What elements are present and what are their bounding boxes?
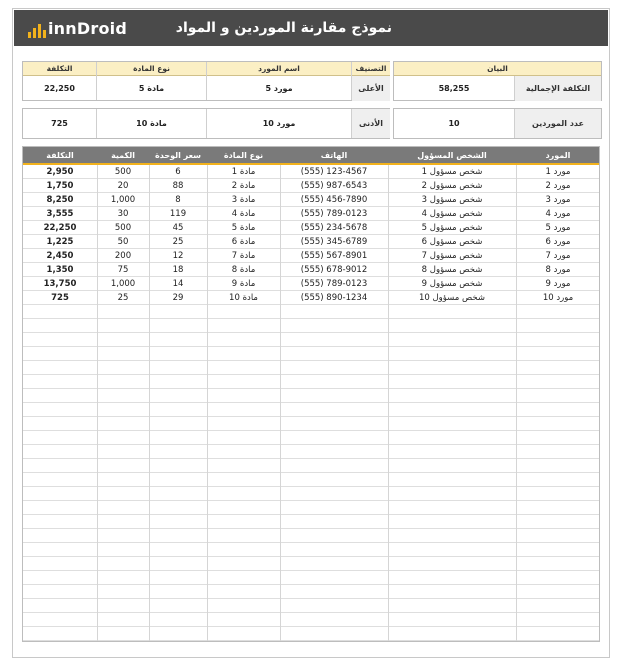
th-cost[interactable]: التكلفة (46, 150, 74, 160)
cell-supplier[interactable]: مورد 6 (545, 237, 571, 247)
table-row (23, 165, 599, 179)
cell-material[interactable]: مادة 8 (231, 265, 256, 275)
cell-material[interactable]: مادة 5 (231, 223, 256, 233)
cell-material[interactable]: مادة 7 (231, 251, 256, 261)
cell-supplier[interactable]: مورد 3 (545, 195, 571, 205)
table-row (23, 193, 599, 207)
supplier-count-box (393, 108, 602, 139)
cell-quantity[interactable]: 200 (114, 251, 132, 261)
cell-phone[interactable]: (555) 678-9012 (300, 265, 368, 275)
highest-material: مادة 5 (138, 84, 165, 93)
table-row (23, 277, 599, 291)
cell-contact[interactable]: شخص مسؤول 8 (421, 265, 483, 275)
summary-header-cost: التكلفة (23, 62, 96, 76)
summary-header-category: التصنيف (352, 62, 390, 76)
cell-unit-price[interactable]: 29 (172, 293, 184, 303)
cell-supplier[interactable]: مورد 9 (545, 279, 571, 289)
page-title: نموذج مقارنة الموردين و المواد (175, 20, 392, 36)
cell-contact[interactable]: شخص مسؤول 9 (421, 279, 483, 289)
stats-box (393, 61, 602, 101)
summary-header-material: نوع المادة (97, 62, 206, 76)
cell-quantity[interactable]: 20 (117, 181, 129, 191)
suppliers-table (22, 146, 600, 642)
cell-cost[interactable]: 22,250 (43, 223, 77, 233)
total-cost-label: التكلفة الإجمالية (515, 76, 601, 101)
cell-cost[interactable]: 8,250 (46, 195, 74, 205)
cell-contact[interactable]: شخص مسؤول 3 (421, 195, 483, 205)
supplier-count-value: 10 (448, 119, 460, 128)
cell-cost[interactable]: 1,225 (46, 237, 74, 247)
highest-supplier: مورد 5 (265, 84, 293, 93)
cell-phone[interactable]: (555) 567-8901 (300, 251, 368, 261)
brand-logo (28, 18, 127, 38)
lowest-label: الأدنى (352, 109, 390, 138)
cell-material[interactable]: مادة 3 (231, 195, 256, 205)
summary-box (22, 61, 390, 101)
cell-material[interactable]: مادة 2 (231, 181, 256, 191)
summary-header-supplier: اسم المورد (207, 62, 351, 76)
header-bar (14, 10, 608, 46)
cell-phone[interactable]: (555) 789-0123 (300, 279, 368, 289)
table-header (23, 147, 599, 165)
cell-supplier[interactable]: مورد 1 (545, 167, 571, 177)
logo-suffix: Droid (76, 19, 127, 38)
cell-material[interactable]: مادة 9 (231, 279, 256, 289)
cell-phone[interactable]: (555) 234-5678 (300, 223, 368, 233)
th-quantity[interactable]: الكمية (111, 150, 135, 160)
cell-cost[interactable]: 1,350 (46, 265, 74, 275)
cell-quantity[interactable]: 50 (117, 237, 129, 247)
cell-material[interactable]: مادة 4 (231, 209, 256, 219)
lowest-cost: 725 (51, 119, 68, 128)
cell-cost[interactable]: 2,450 (46, 251, 74, 261)
lowest-box (22, 108, 390, 139)
table-row (23, 249, 599, 263)
cell-unit-price[interactable]: 12 (172, 251, 184, 261)
cell-unit-price[interactable]: 8 (175, 195, 181, 205)
cell-supplier[interactable]: مورد 2 (545, 181, 571, 191)
th-supplier[interactable]: المورد (545, 150, 571, 160)
cell-phone[interactable]: (555) 123-4567 (300, 167, 368, 177)
cell-cost[interactable]: 1,750 (46, 181, 74, 191)
cell-quantity[interactable]: 1,000 (110, 279, 136, 289)
cell-phone[interactable]: (555) 987-6543 (300, 181, 368, 191)
cell-material[interactable]: مادة 6 (231, 237, 256, 247)
cell-supplier[interactable]: مورد 7 (545, 251, 571, 261)
cell-quantity[interactable]: 500 (114, 167, 132, 177)
stats-header: البيان (394, 62, 601, 76)
cell-material[interactable]: مادة 1 (231, 167, 256, 177)
cell-quantity[interactable]: 25 (117, 293, 129, 303)
cell-unit-price[interactable]: 25 (172, 237, 184, 247)
highest-label: الأعلى (352, 76, 390, 101)
cell-cost[interactable]: 3,555 (46, 209, 74, 219)
cell-contact[interactable]: شخص مسؤول 7 (421, 251, 483, 261)
cell-supplier[interactable]: مورد 8 (545, 265, 571, 275)
cell-cost[interactable]: 13,750 (43, 279, 77, 289)
highest-cost: 22,250 (44, 84, 75, 93)
cell-unit-price[interactable]: 14 (172, 279, 184, 289)
cell-contact[interactable]: شخص مسؤول 6 (421, 237, 483, 247)
table-row (23, 221, 599, 235)
table-row (23, 235, 599, 249)
cell-quantity[interactable]: 30 (117, 209, 129, 219)
table-row (23, 179, 599, 193)
cell-quantity[interactable]: 75 (117, 265, 129, 275)
cell-unit-price[interactable]: 88 (172, 181, 184, 191)
cell-phone[interactable]: (555) 456-7890 (300, 195, 368, 205)
table-row (23, 291, 599, 305)
cell-supplier[interactable]: مورد 5 (545, 223, 571, 233)
logo-prefix: inn (48, 19, 77, 38)
supplier-count-label: عدد الموردين (515, 109, 601, 138)
th-contact[interactable]: الشخص المسؤول (417, 150, 487, 160)
cell-unit-price[interactable]: 6 (175, 167, 181, 177)
cell-supplier[interactable]: مورد 10 (542, 293, 574, 303)
cell-phone[interactable]: (555) 789-0123 (300, 209, 368, 219)
cell-contact[interactable]: شخص مسؤول 1 (421, 167, 483, 177)
cell-unit-price[interactable]: 119 (169, 209, 187, 219)
cell-quantity[interactable]: 500 (114, 223, 132, 233)
th-material[interactable]: نوع المادة (223, 150, 264, 160)
total-cost-value: 58,255 (438, 84, 470, 93)
lowest-material: مادة 10 (136, 119, 167, 128)
table-row (23, 207, 599, 221)
cell-unit-price[interactable]: 45 (172, 223, 184, 233)
lowest-supplier: مورد 10 (262, 119, 296, 128)
cell-material[interactable]: مادة 10 (229, 293, 258, 303)
cell-contact[interactable]: شخص مسؤول 4 (421, 209, 483, 219)
cell-contact[interactable]: شخص مسؤول 5 (421, 223, 483, 233)
cell-unit-price[interactable]: 18 (172, 265, 184, 275)
cell-cost[interactable]: 725 (51, 293, 69, 303)
cell-cost[interactable]: 2,950 (46, 167, 74, 177)
th-phone[interactable]: الهاتف (320, 150, 348, 160)
cell-quantity[interactable]: 1,000 (110, 195, 136, 205)
table-body (23, 165, 599, 641)
cell-contact[interactable]: شخص مسؤول 10 (418, 293, 486, 303)
cell-supplier[interactable]: مورد 4 (545, 209, 571, 219)
bar-chart-icon (28, 22, 46, 38)
cell-phone[interactable]: (555) 890-1234 (300, 293, 368, 303)
table-row (23, 263, 599, 277)
th-unit-price[interactable]: سعر الوحدة (155, 150, 202, 160)
cell-contact[interactable]: شخص مسؤول 2 (421, 181, 483, 191)
cell-phone[interactable]: (555) 345-6789 (300, 237, 368, 247)
